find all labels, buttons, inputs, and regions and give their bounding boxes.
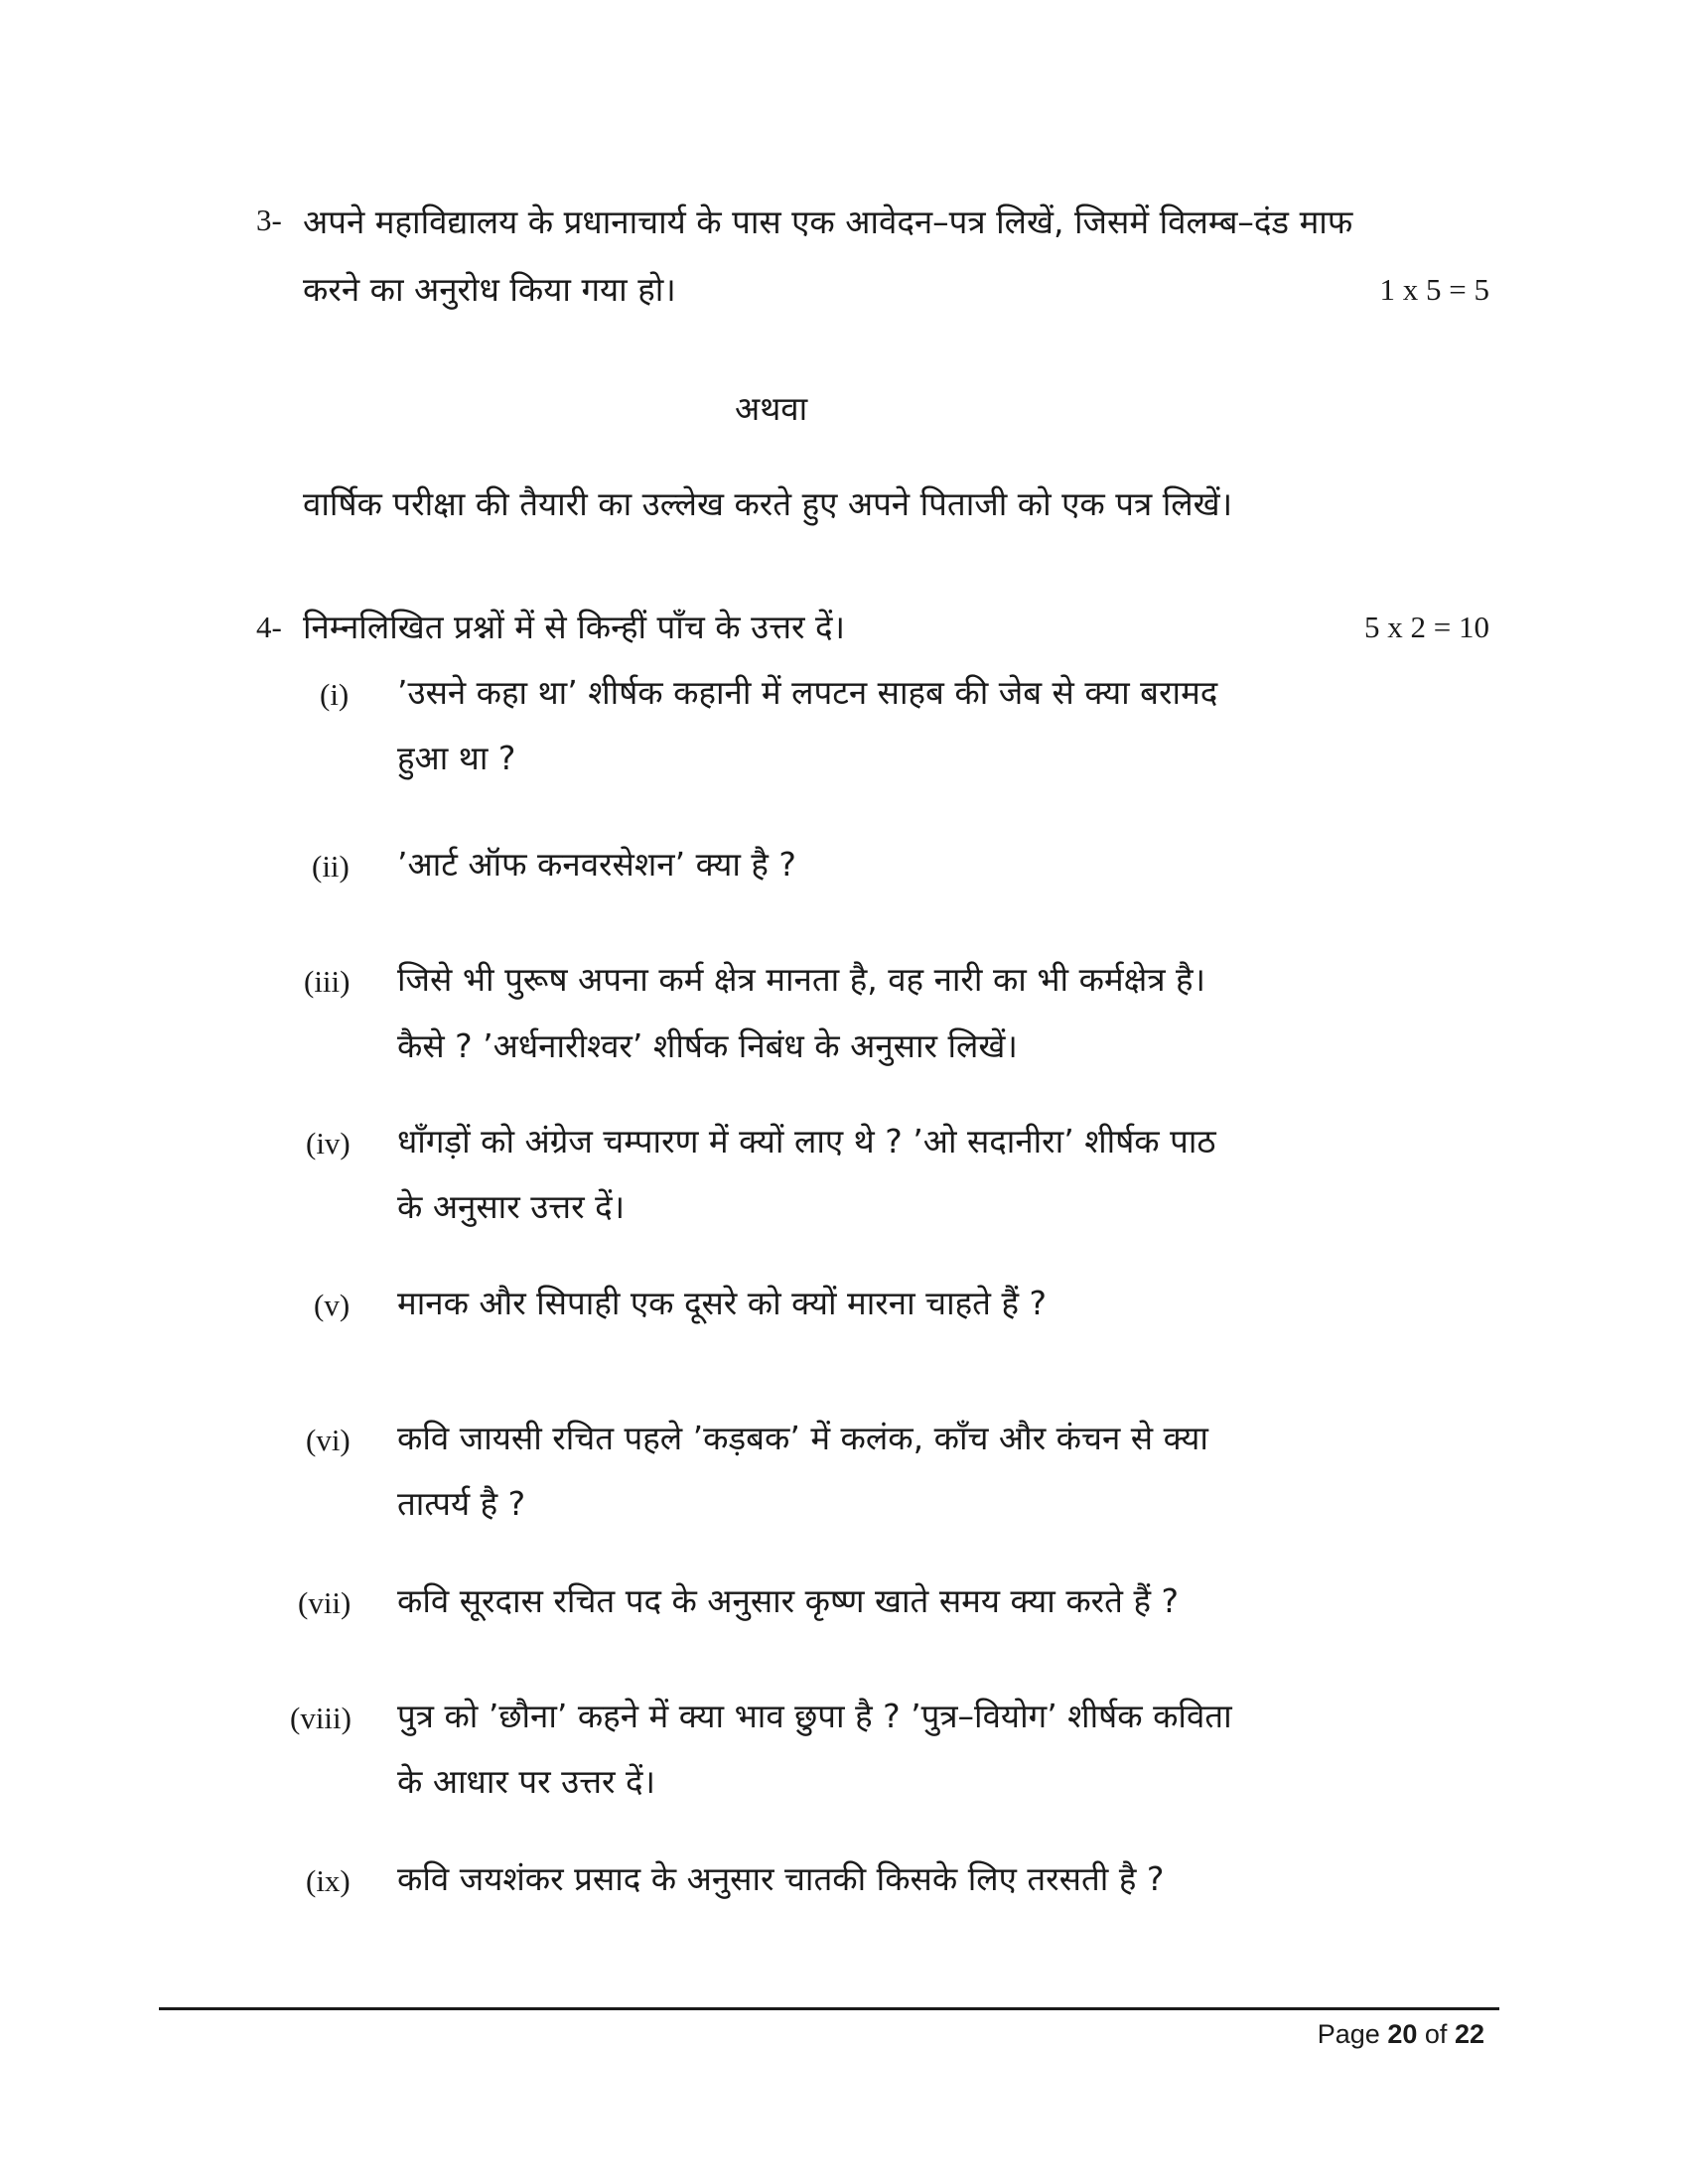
item-label: (viii) <box>290 1701 352 1735</box>
item-text-line1: कवि जयशंकर प्रसाद के अनुसार चातकी किसके लिए तरसती है ? <box>397 1859 1165 1898</box>
item-label: (v) <box>314 1288 351 1322</box>
item-text-line2: के आधार पर उत्तर दें। <box>397 1762 656 1801</box>
q3-alternative: वार्षिक परीक्षा की तैयारी का उल्लेख करते हुए अपने पिताजी को एक पत्र लिखें। <box>303 484 1233 523</box>
item-text-line1: ’आर्ट ऑफ कनवरसेशन’ क्या है ? <box>397 845 796 884</box>
item-text-line1: ’उसने कहा था’ शीर्षक कहानी में लपटन साहब की जेब से क्या बरामद <box>397 673 1218 712</box>
item-label: (i) <box>320 677 350 712</box>
or-label: अथवा <box>735 389 808 428</box>
item-text-line1: पुत्र को ’छौना’ कहने में क्या भाव छुपा है ? ’पुत्र–वियोग’ शीर्षक कविता <box>397 1697 1232 1735</box>
q4-marks: 5 x 2 = 10 <box>1364 610 1489 644</box>
item-text-line1: कवि जायसी रचित पहले ’कड़बक’ में कलंक, काँच और कंचन से क्या <box>397 1419 1208 1457</box>
item-text-line2: के अनुसार उत्तर दें। <box>397 1187 626 1226</box>
item-text-line1: जिसे भी पुरूष अपना कर्म क्षेत्र मानता है, वह नारी का भी कर्मक्षेत्र है। <box>397 960 1206 999</box>
page-current: 20 <box>1387 2019 1418 2049</box>
item-text-line1: मानक और सिपाही एक दूसरे को क्यों मारना चाहते हैं ? <box>397 1284 1047 1322</box>
q3-number: 3- <box>256 203 282 237</box>
item-label: (vi) <box>306 1423 351 1457</box>
page-of: of <box>1424 2019 1448 2049</box>
page-prefix: Page <box>1317 2019 1380 2049</box>
page-number <box>1318 2019 1484 2050</box>
q4-number: 4- <box>256 610 282 644</box>
item-label: (ii) <box>312 849 350 884</box>
q3-text-line1: अपने महाविद्यालय के प्रधानाचार्य के पास एक आवेदन–पत्र लिखें, जिसमें विलम्ब–दंड माफ <box>303 203 1353 241</box>
item-text-line2: हुआ था ? <box>397 739 516 777</box>
item-text-line2: तात्पर्य है ? <box>397 1484 526 1523</box>
footer-divider <box>159 2007 1499 2010</box>
q4-title: निम्नलिखित प्रश्नों में से किन्हीं पाँच के उत्तर दें। <box>303 608 846 646</box>
item-label: (iv) <box>306 1126 351 1160</box>
item-text-line1: कवि सूरदास रचित पद के अनुसार कृष्ण खाते समय क्या करते हैं ? <box>397 1581 1179 1620</box>
q3-marks: 1 x 5 = 5 <box>1379 272 1489 307</box>
item-label: (iii) <box>304 964 351 999</box>
page-total: 22 <box>1454 2019 1484 2049</box>
q3-text-line2: करने का अनुरोध किया गया हो। <box>303 270 676 309</box>
item-label: (ix) <box>306 1863 351 1898</box>
item-text-line1: धाँगड़ों को अंग्रेज चम्पारण में क्यों लाए थे ? ’ओ सदानीरा’ शीर्षक पाठ <box>397 1122 1216 1160</box>
item-text-line2: कैसे ? ’अर्धनारीश्वर’ शीर्षक निबंध के अनुसार लिखें। <box>397 1026 1018 1065</box>
item-label: (vii) <box>298 1585 352 1620</box>
